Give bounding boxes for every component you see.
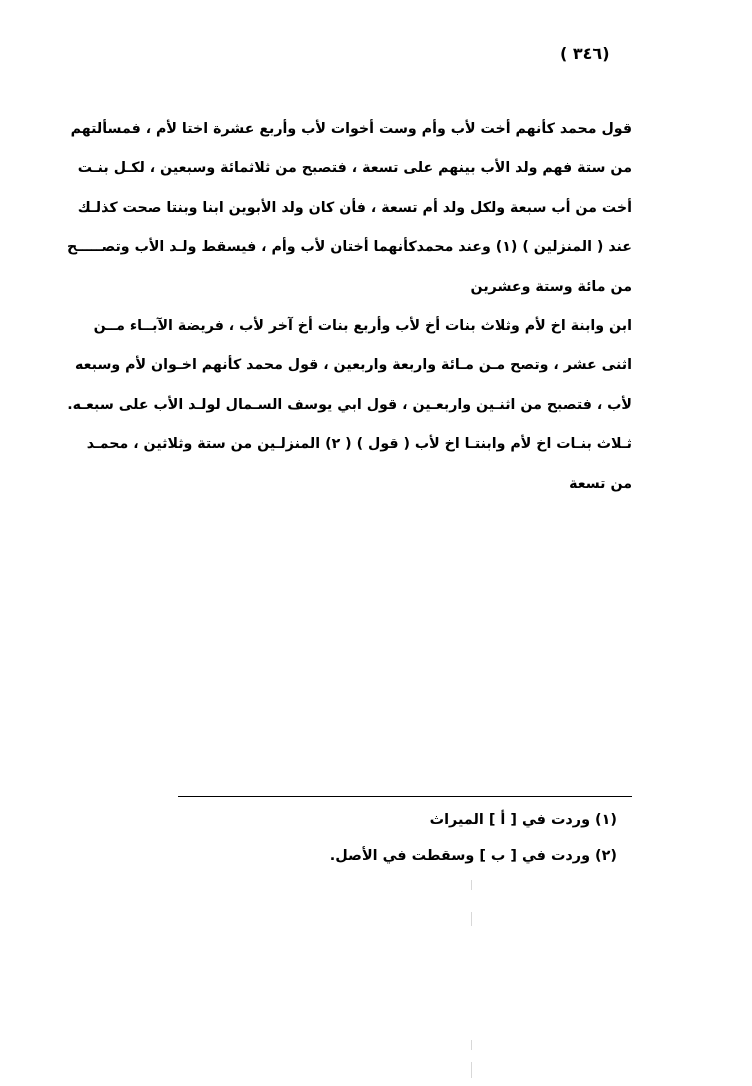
- text-line: من مائة وستة وعشرين: [470, 278, 632, 295]
- page-number: (٣٤٦ ): [560, 44, 610, 63]
- scan-artifact: [471, 1062, 472, 1078]
- scan-artifact: [471, 912, 472, 926]
- text-line: من ستة فهم ولد الأب بينهم على تسعة ، فتصبح من ثلاثمائة وسبعين ، لكـل بنـت: [77, 160, 632, 177]
- scan-artifact: [471, 880, 472, 890]
- text-line: اثنى عشر ، وتصح مـن مـائة واربعة واربعين ، قول محمد كأنهم اخـوان لأم وسبعه: [75, 357, 632, 374]
- footnote-2: (٢) وردت في [ ب ] وسقطت في الأصل.: [329, 848, 617, 864]
- text-line: ثـلاث بنـات اخ لأم وابنتـا اخ لأب ( قول ) ( ٢) المنزلـين من ستة وثلاثين ، محمـد: [86, 436, 632, 453]
- text-line: أخت من أب سبعة ولكل ولد أم تسعة ، فأن كان ولد الأبوين ابنا وبنتا صحت كذلـك: [77, 199, 632, 216]
- text-line: من تسعة: [569, 475, 632, 492]
- text-line: قول محمد كأنهم أخت لأب وأم وست أخوات لأب وأربع عشرة اختا لأم ، فمسألتهم: [70, 121, 632, 137]
- main-text-block: [67, 110, 632, 504]
- text-line: لأب ، فتصبح من اثنـين واربعـين ، قول ابي يوسف السـمال لولـد الأب على سبعـه.: [67, 396, 632, 413]
- footnote-1: (١) وردت في [ أ ] الميراث: [429, 812, 617, 828]
- scan-artifact: [471, 1040, 472, 1050]
- footnote-divider: [178, 796, 632, 797]
- text-line: ابن وابنة اخ لأم وثلاث بنات أخ لأب وأربع بنات أخ آخر لأب ، فريضة الآبــاء مــن: [93, 317, 632, 334]
- footnotes-block: [300, 802, 617, 874]
- text-line: عند ( المنزلين ) (١) وعند محمدكأنهما أختان لأب وأم ، فيسقط ولـد الأب وتصـــــح: [67, 239, 632, 256]
